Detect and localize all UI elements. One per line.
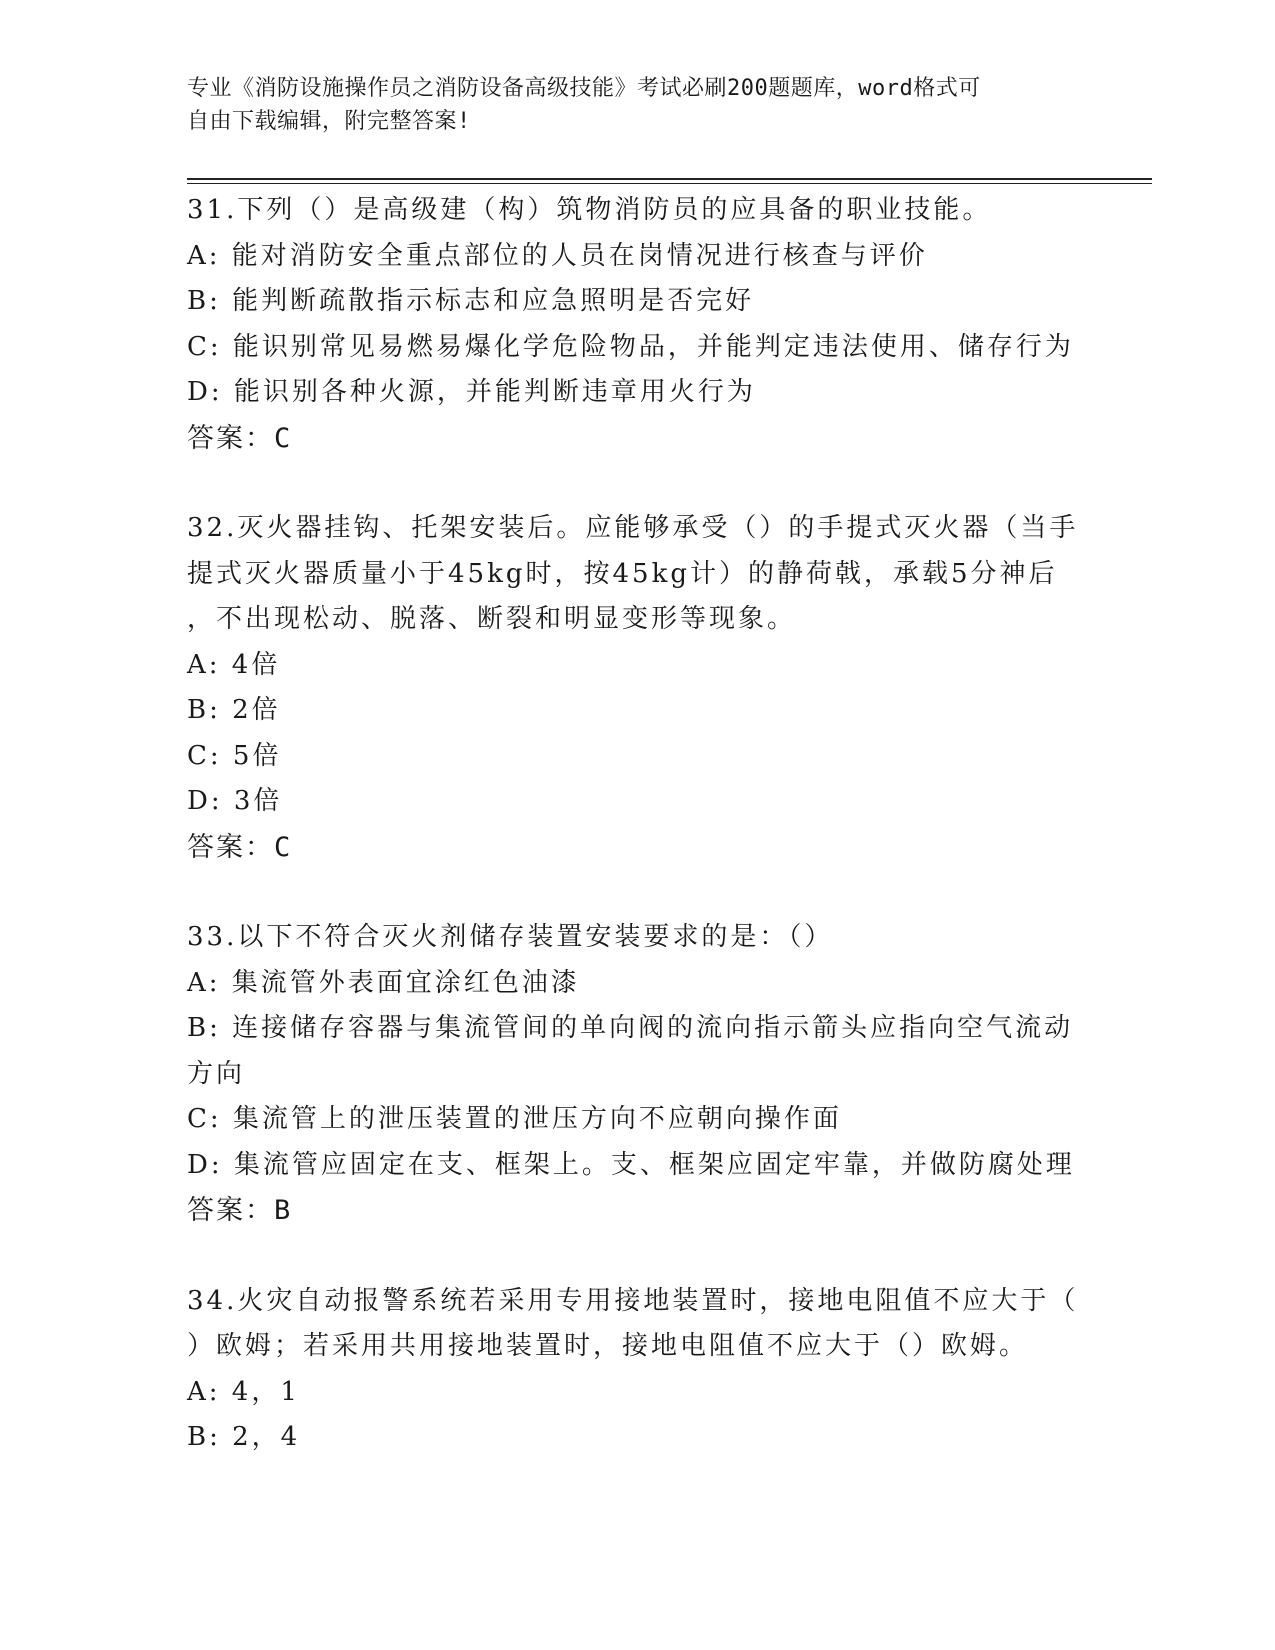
question-stem (187, 1279, 1107, 1370)
header-line-2: 自由下载编辑，附完整答案! (187, 109, 471, 134)
option-a: A: 4，1 (187, 1376, 300, 1407)
header-rule-thick (187, 178, 1152, 180)
option-b-continued: 方向 (187, 1058, 246, 1089)
question-32 (187, 506, 1107, 870)
stem-line: 32.灭火器挂钩、托架安装后。应能够承受（）的手提式灭火器（当手 (187, 513, 1079, 543)
stem-line: 提式灭火器质量小于45kg时，按45kg计）的静荷戟，承载5分神后 (187, 558, 1058, 589)
option-d: D: 能识别各种火源，并能判断违章用火行为 (187, 377, 756, 407)
option-a: A: 集流管外表面宜涂红色油漆 (187, 967, 580, 998)
header-rule-thin (187, 183, 1152, 184)
option-list (187, 643, 1107, 825)
option-list (187, 961, 1107, 1189)
option-b: B: 2倍 (187, 695, 281, 725)
option-list (187, 234, 1107, 416)
stem-line: ）欧姆；若采用共用接地装置时，接地电阻值不应大于（）欧姆。 (187, 1331, 1029, 1361)
question-stem (187, 188, 1107, 234)
option-a: A: 能对消防安全重点部位的人员在岗情况进行核查与评价 (187, 240, 928, 271)
header-line-1: 专业《消防设施操作员之消防设备高级技能》考试必刷200题题库，word格式可 (187, 76, 981, 101)
document-header (187, 72, 1067, 138)
question-list (187, 188, 1107, 1506)
stem-line: 31.下列（）是高级建（构）筑物消防员的应具备的职业技能。 (187, 195, 992, 225)
question-31 (187, 188, 1107, 461)
answer-label: 答案：C (187, 831, 293, 863)
option-c: C: 集流管上的泄压装置的泄压方向不应朝向操作面 (187, 1104, 842, 1134)
option-c: C: 能识别常见易燃易爆化学危险物品，并能判定违法使用、储存行为 (187, 331, 1074, 362)
stem-line: ，不出现松动、脱落、断裂和明显变形等现象。 (187, 604, 797, 634)
option-c: C: 5倍 (187, 740, 282, 771)
question-34 (187, 1279, 1107, 1461)
option-d: D: 3倍 (187, 786, 283, 816)
option-d: D: 集流管应固定在支、框架上。支、框架应固定牢靠，并做防腐处理 (187, 1149, 1075, 1180)
option-b: B: 连接储存容器与集流管间的单向阀的流向指示箭头应指向空气流动 (187, 1013, 1074, 1043)
question-stem (187, 915, 1107, 961)
option-a: A: 4倍 (187, 649, 281, 680)
answer-label: 答案：C (187, 422, 293, 454)
answer-label: 答案：B (187, 1195, 293, 1226)
option-b: B: 2，4 (187, 1422, 301, 1452)
option-b: B: 能判断疏散指示标志和应急照明是否完好 (187, 286, 755, 316)
stem-line: 34.火灾自动报警系统若采用专用接地装置时，接地电阻值不应大于（ (187, 1285, 1079, 1316)
option-list (187, 1370, 1107, 1461)
stem-line: 33.以下不符合灭火剂储存装置安装要求的是：（） (187, 922, 834, 952)
question-stem (187, 506, 1107, 643)
question-33 (187, 915, 1107, 1234)
